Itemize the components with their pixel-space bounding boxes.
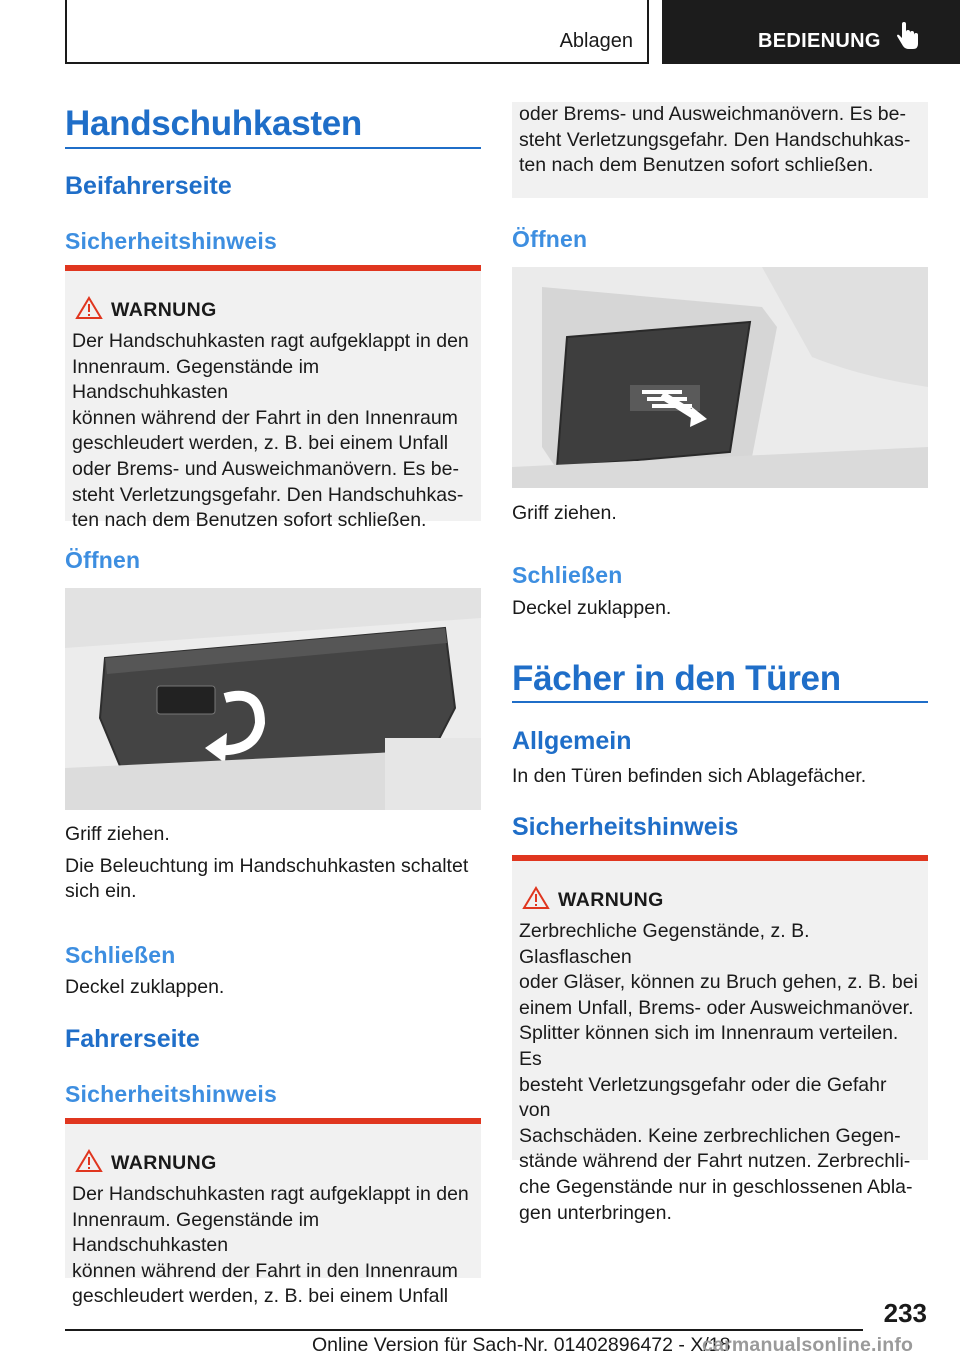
warning-text-3	[519, 919, 923, 1226]
text-line: Die Beleuchtung im Handschuhkasten schaltet	[65, 855, 469, 877]
section-title-faecher: Fächer in den Türen	[512, 659, 841, 698]
text-line: Zerbrechliche Gegenstände, z. B. Glasflaschen	[519, 920, 810, 968]
warning-box-3	[512, 855, 928, 1224]
text-line: Sachschäden. Keine zerbrechlichen Gegen-	[519, 1124, 901, 1147]
text-line: können während der Fahrt in den Innenraum	[72, 1259, 458, 1282]
warning-text-1	[72, 329, 476, 534]
page-number: 233	[883, 1298, 927, 1328]
open-text-2	[65, 854, 481, 904]
text-line: steht Verletzungsgefahr. Den Handschuhkas-	[72, 483, 464, 506]
title-rule-2	[512, 701, 928, 703]
text-line: können während der Fahrt in den Innenraum	[72, 406, 458, 429]
text-line: che Gegenstände nur in geschlossenen Abla-	[519, 1175, 913, 1198]
open-text-driver: Griff ziehen.	[512, 502, 617, 524]
text-line: oder Brems- und Ausweichmanövern. Es be-	[519, 103, 906, 125]
heading-sicherheitshinweis-1: Sicherheitshinweis	[65, 228, 277, 254]
general-text: In den Türen befinden sich Ablagefächer.	[512, 765, 867, 787]
header-section-tab	[65, 0, 649, 64]
warning-continuation-text	[519, 102, 923, 179]
text-line: oder Gläser, können zu Bruch gehen, z. B. bei	[519, 971, 918, 994]
glovebox-passenger-image	[65, 588, 481, 810]
warning-label-1: WARNUNG	[111, 299, 217, 321]
text-line: Der Handschuhkasten ragt aufgeklappt in den	[72, 1183, 469, 1205]
glovebox-passenger-illustration	[65, 588, 481, 810]
text-line: stände während der Fahrt nutzen. Zerbrechli-	[519, 1150, 911, 1173]
header-section-label: Ablagen	[559, 30, 633, 52]
text-line: Der Handschuhkasten ragt aufgeklappt in den	[72, 330, 469, 352]
warning-box-1	[65, 265, 481, 532]
text-line: einem Unfall, Brems- oder Ausweichmanöver.	[519, 996, 914, 1019]
glovebox-driver-image	[512, 267, 928, 488]
heading-oeffnen-1: Öffnen	[65, 547, 141, 573]
warning-triangle-icon	[75, 296, 103, 320]
warning-triangle-icon	[522, 886, 550, 910]
text-line: geschleudert werden, z. B. bei einem Unfall	[72, 1285, 449, 1308]
section-title-handschuhkasten: Handschuhkasten	[65, 104, 362, 143]
text-line: oder Brems- und Ausweichmanövern. Es be-	[72, 457, 459, 480]
heading-schliessen-1: Schließen	[65, 942, 176, 968]
heading-sicherheitshinweis-3: Sicherheitshinweis	[512, 813, 739, 841]
heading-oeffnen-2: Öffnen	[512, 226, 588, 252]
text-line: gen unterbringen.	[519, 1201, 672, 1224]
warning-text-2	[72, 1182, 476, 1310]
header-chapter-label: BEDIENUNG	[758, 30, 881, 52]
warning-continuation-box	[512, 102, 928, 198]
watermark: carmanualsonline.info	[702, 1334, 914, 1356]
text-line: Splitter können sich im Innenraum verteilen. Es	[519, 1022, 899, 1070]
warning-triangle-icon	[75, 1149, 103, 1173]
text-line: sich ein.	[65, 880, 137, 902]
subheading-fahrerseite: Fahrerseite	[65, 1025, 200, 1053]
open-text-1: Griff ziehen.	[65, 823, 170, 845]
footer-online-version: Online Version für Sach-Nr. 01402896472 - X/18	[312, 1334, 731, 1356]
text-line: ten nach dem Benutzen sofort schließen.	[72, 509, 427, 532]
warning-label-3: WARNUNG	[558, 889, 664, 911]
close-text-driver: Deckel zuklappen.	[512, 597, 672, 619]
hand-pointer-icon	[895, 22, 921, 52]
text-line: geschleudert werden, z. B. bei einem Unfall	[72, 432, 449, 455]
text-line: besteht Verletzungsgefahr oder die Gefahr von	[519, 1073, 887, 1122]
glovebox-driver-illustration	[512, 267, 928, 488]
text-line: steht Verletzungsgefahr. Den Handschuhkas-	[519, 128, 911, 151]
close-text-1: Deckel zuklappen.	[65, 976, 225, 998]
title-rule	[65, 147, 481, 149]
subheading-beifahrerseite: Beifahrerseite	[65, 172, 232, 200]
warning-label-2: WARNUNG	[111, 1152, 217, 1174]
footer-rule	[65, 1329, 863, 1331]
text-line: Innenraum. Gegenstände im Handschuhkasten	[72, 1208, 320, 1257]
heading-sicherheitshinweis-2: Sicherheitshinweis	[65, 1081, 277, 1107]
heading-schliessen-2: Schließen	[512, 562, 623, 588]
text-line: ten nach dem Benutzen sofort schließen.	[519, 154, 874, 177]
heading-allgemein: Allgemein	[512, 727, 632, 755]
warning-box-2	[65, 1118, 481, 1308]
text-line: Innenraum. Gegenstände im Handschuhkasten	[72, 355, 320, 404]
